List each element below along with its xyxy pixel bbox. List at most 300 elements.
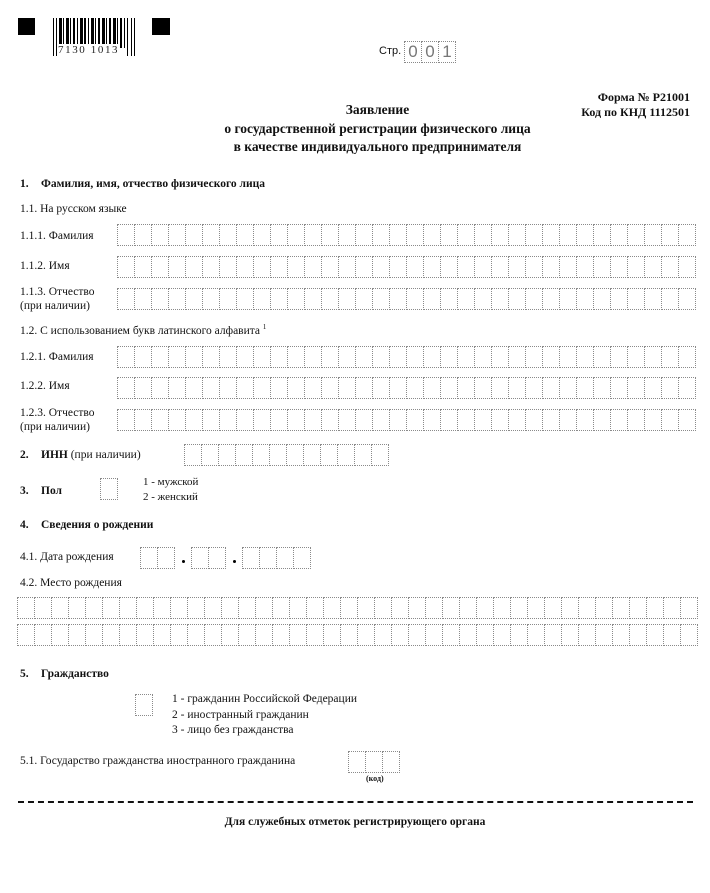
char-cell[interactable] xyxy=(304,224,322,246)
char-cell[interactable] xyxy=(338,224,356,246)
char-cell[interactable] xyxy=(610,224,628,246)
char-cell[interactable] xyxy=(459,624,477,646)
char-cell[interactable] xyxy=(374,597,392,619)
char-cell[interactable] xyxy=(527,597,545,619)
char-cell[interactable] xyxy=(593,288,611,310)
char-cell[interactable] xyxy=(644,409,662,431)
char-cell[interactable] xyxy=(525,346,543,368)
char-cell[interactable] xyxy=(508,224,526,246)
char-cell[interactable] xyxy=(372,224,390,246)
char-cell[interactable] xyxy=(678,346,696,368)
char-cell[interactable] xyxy=(508,288,526,310)
char-cell[interactable] xyxy=(102,597,120,619)
char-cell[interactable] xyxy=(610,377,628,399)
char-cell[interactable] xyxy=(134,409,152,431)
char-cell[interactable] xyxy=(202,224,220,246)
char-cell[interactable] xyxy=(287,224,305,246)
char-cell[interactable] xyxy=(627,409,645,431)
char-cell[interactable] xyxy=(559,346,577,368)
char-cell[interactable] xyxy=(153,624,171,646)
char-cell[interactable] xyxy=(406,409,424,431)
char-cell[interactable] xyxy=(202,256,220,278)
char-cell[interactable] xyxy=(663,624,681,646)
char-cell[interactable] xyxy=(85,624,103,646)
char-cell[interactable] xyxy=(542,409,560,431)
char-cell[interactable] xyxy=(612,597,630,619)
char-cell[interactable] xyxy=(134,256,152,278)
char-cell[interactable] xyxy=(253,346,271,368)
char-cell[interactable] xyxy=(474,346,492,368)
char-cell[interactable] xyxy=(406,288,424,310)
char-cell[interactable] xyxy=(218,444,236,466)
char-cell[interactable] xyxy=(355,256,373,278)
char-cell[interactable] xyxy=(525,256,543,278)
char-cell[interactable] xyxy=(170,624,188,646)
char-cell[interactable] xyxy=(17,624,35,646)
char-cell[interactable] xyxy=(134,224,152,246)
char-cell[interactable] xyxy=(593,409,611,431)
char-cell[interactable] xyxy=(238,597,256,619)
char-cell[interactable] xyxy=(253,288,271,310)
char-cell[interactable] xyxy=(661,346,679,368)
char-cell[interactable] xyxy=(355,346,373,368)
char-cell[interactable] xyxy=(474,288,492,310)
char-cell[interactable] xyxy=(236,288,254,310)
char-cell[interactable] xyxy=(408,624,426,646)
char-cell[interactable] xyxy=(168,346,186,368)
char-cell[interactable] xyxy=(140,547,158,569)
char-cell[interactable] xyxy=(457,256,475,278)
char-cell[interactable] xyxy=(491,288,509,310)
char-cell[interactable] xyxy=(340,624,358,646)
char-cell[interactable] xyxy=(119,624,137,646)
char-cell[interactable] xyxy=(117,256,135,278)
char-cell[interactable] xyxy=(136,624,154,646)
char-cell[interactable] xyxy=(287,346,305,368)
char-cell[interactable] xyxy=(544,597,562,619)
char-cell[interactable] xyxy=(644,256,662,278)
char-cell[interactable] xyxy=(287,288,305,310)
char-cell[interactable] xyxy=(493,597,511,619)
char-cell[interactable] xyxy=(202,288,220,310)
char-cell[interactable] xyxy=(51,597,69,619)
char-cell[interactable] xyxy=(185,409,203,431)
char-cell[interactable] xyxy=(576,288,594,310)
char-cell[interactable] xyxy=(423,409,441,431)
char-cell[interactable] xyxy=(134,346,152,368)
char-cell[interactable] xyxy=(423,256,441,278)
char-cell[interactable] xyxy=(474,256,492,278)
char-cell[interactable] xyxy=(259,547,277,569)
char-cell[interactable] xyxy=(678,224,696,246)
char-cell[interactable] xyxy=(661,377,679,399)
char-cell[interactable] xyxy=(678,288,696,310)
char-cell[interactable] xyxy=(389,256,407,278)
char-cell[interactable] xyxy=(559,409,577,431)
char-cell[interactable] xyxy=(303,444,321,466)
char-cell[interactable] xyxy=(337,444,355,466)
char-cell[interactable] xyxy=(406,346,424,368)
char-cell[interactable] xyxy=(510,624,528,646)
char-cell[interactable] xyxy=(661,224,679,246)
char-cell[interactable] xyxy=(185,224,203,246)
char-cell[interactable] xyxy=(151,288,169,310)
char-cell[interactable] xyxy=(135,694,153,716)
char-cell[interactable] xyxy=(168,224,186,246)
char-cell[interactable] xyxy=(136,597,154,619)
char-cell[interactable] xyxy=(595,597,613,619)
char-cell[interactable] xyxy=(425,597,443,619)
char-cell[interactable] xyxy=(644,346,662,368)
char-cell[interactable] xyxy=(151,377,169,399)
char-cell[interactable] xyxy=(371,444,389,466)
char-cell[interactable] xyxy=(508,409,526,431)
char-cell[interactable] xyxy=(372,288,390,310)
char-cell[interactable] xyxy=(457,409,475,431)
char-cell[interactable] xyxy=(306,624,324,646)
char-cell[interactable] xyxy=(678,256,696,278)
char-cell[interactable] xyxy=(338,409,356,431)
char-cell[interactable] xyxy=(542,346,560,368)
char-cell[interactable] xyxy=(354,444,372,466)
char-cell[interactable] xyxy=(236,377,254,399)
char-cell[interactable] xyxy=(221,624,239,646)
char-cell[interactable] xyxy=(457,377,475,399)
char-cell[interactable] xyxy=(491,256,509,278)
char-cell[interactable] xyxy=(287,256,305,278)
char-cell[interactable] xyxy=(219,256,237,278)
char-cell[interactable] xyxy=(270,256,288,278)
char-cell[interactable] xyxy=(117,409,135,431)
char-cell[interactable] xyxy=(219,377,237,399)
char-cell[interactable] xyxy=(612,624,630,646)
char-cell[interactable] xyxy=(202,377,220,399)
char-cell[interactable] xyxy=(576,256,594,278)
char-cell[interactable] xyxy=(321,346,339,368)
char-cell[interactable] xyxy=(627,377,645,399)
char-cell[interactable] xyxy=(270,224,288,246)
char-cell[interactable] xyxy=(17,597,35,619)
char-cell[interactable] xyxy=(440,346,458,368)
char-cell[interactable] xyxy=(323,624,341,646)
char-cell[interactable] xyxy=(440,409,458,431)
char-cell[interactable] xyxy=(661,288,679,310)
char-cell[interactable] xyxy=(559,377,577,399)
char-cell[interactable] xyxy=(219,409,237,431)
char-cell[interactable] xyxy=(406,377,424,399)
char-cell[interactable] xyxy=(68,597,86,619)
char-cell[interactable] xyxy=(153,597,171,619)
foreign-state-code-field[interactable] xyxy=(349,751,400,773)
char-cell[interactable] xyxy=(355,224,373,246)
char-cell[interactable] xyxy=(510,597,528,619)
char-cell[interactable] xyxy=(442,624,460,646)
char-cell[interactable] xyxy=(372,256,390,278)
char-cell[interactable] xyxy=(576,224,594,246)
char-cell[interactable] xyxy=(661,256,679,278)
char-cell[interactable] xyxy=(576,346,594,368)
char-cell[interactable] xyxy=(304,288,322,310)
char-cell[interactable] xyxy=(646,597,664,619)
char-cell[interactable] xyxy=(304,409,322,431)
char-cell[interactable] xyxy=(272,597,290,619)
char-cell[interactable] xyxy=(151,409,169,431)
char-cell[interactable] xyxy=(595,624,613,646)
char-cell[interactable] xyxy=(340,597,358,619)
char-cell[interactable] xyxy=(357,624,375,646)
char-cell[interactable] xyxy=(474,377,492,399)
char-cell[interactable] xyxy=(219,288,237,310)
char-cell[interactable] xyxy=(372,346,390,368)
char-cell[interactable] xyxy=(593,256,611,278)
char-cell[interactable] xyxy=(491,409,509,431)
char-cell[interactable] xyxy=(51,624,69,646)
char-cell[interactable] xyxy=(559,256,577,278)
char-cell[interactable] xyxy=(542,377,560,399)
char-cell[interactable] xyxy=(338,288,356,310)
birth-place-field-line2[interactable] xyxy=(18,624,698,646)
char-cell[interactable] xyxy=(391,597,409,619)
char-cell[interactable] xyxy=(525,377,543,399)
char-cell[interactable] xyxy=(187,597,205,619)
char-cell[interactable] xyxy=(578,597,596,619)
name-lat-field[interactable] xyxy=(118,377,696,399)
char-cell[interactable] xyxy=(242,547,260,569)
char-cell[interactable] xyxy=(202,346,220,368)
char-cell[interactable] xyxy=(678,409,696,431)
char-cell[interactable] xyxy=(661,409,679,431)
char-cell[interactable] xyxy=(355,377,373,399)
char-cell[interactable] xyxy=(338,346,356,368)
char-cell[interactable] xyxy=(253,377,271,399)
char-cell[interactable] xyxy=(644,224,662,246)
char-cell[interactable] xyxy=(544,624,562,646)
char-cell[interactable] xyxy=(85,597,103,619)
char-cell[interactable] xyxy=(235,444,253,466)
char-cell[interactable] xyxy=(627,224,645,246)
char-cell[interactable] xyxy=(593,346,611,368)
char-cell[interactable] xyxy=(253,256,271,278)
birth-day-field[interactable] xyxy=(141,547,175,569)
char-cell[interactable] xyxy=(610,288,628,310)
char-cell[interactable] xyxy=(508,377,526,399)
char-cell[interactable] xyxy=(459,597,477,619)
char-cell[interactable] xyxy=(255,624,273,646)
char-cell[interactable] xyxy=(255,597,273,619)
char-cell[interactable] xyxy=(593,224,611,246)
char-cell[interactable] xyxy=(185,346,203,368)
char-cell[interactable] xyxy=(134,377,152,399)
char-cell[interactable] xyxy=(646,624,664,646)
char-cell[interactable] xyxy=(253,409,271,431)
char-cell[interactable] xyxy=(423,288,441,310)
char-cell[interactable] xyxy=(168,288,186,310)
char-cell[interactable] xyxy=(293,547,311,569)
char-cell[interactable] xyxy=(627,288,645,310)
char-cell[interactable] xyxy=(187,624,205,646)
char-cell[interactable] xyxy=(184,444,202,466)
char-cell[interactable] xyxy=(306,597,324,619)
char-cell[interactable] xyxy=(391,624,409,646)
char-cell[interactable] xyxy=(321,409,339,431)
patronymic-ru-field[interactable] xyxy=(118,288,696,310)
char-cell[interactable] xyxy=(321,224,339,246)
char-cell[interactable] xyxy=(320,444,338,466)
char-cell[interactable] xyxy=(355,409,373,431)
char-cell[interactable] xyxy=(576,409,594,431)
birth-year-field[interactable] xyxy=(243,547,311,569)
char-cell[interactable] xyxy=(168,377,186,399)
surname-lat-field[interactable] xyxy=(118,346,696,368)
char-cell[interactable] xyxy=(406,256,424,278)
char-cell[interactable] xyxy=(238,624,256,646)
char-cell[interactable] xyxy=(323,597,341,619)
char-cell[interactable] xyxy=(576,377,594,399)
char-cell[interactable] xyxy=(457,224,475,246)
char-cell[interactable] xyxy=(440,224,458,246)
char-cell[interactable] xyxy=(151,256,169,278)
char-cell[interactable] xyxy=(289,597,307,619)
char-cell[interactable] xyxy=(610,256,628,278)
char-cell[interactable] xyxy=(644,377,662,399)
char-cell[interactable] xyxy=(425,624,443,646)
char-cell[interactable] xyxy=(185,377,203,399)
char-cell[interactable] xyxy=(289,624,307,646)
char-cell[interactable] xyxy=(374,624,392,646)
char-cell[interactable] xyxy=(117,377,135,399)
char-cell[interactable] xyxy=(627,256,645,278)
char-cell[interactable] xyxy=(408,597,426,619)
char-cell[interactable] xyxy=(168,409,186,431)
char-cell[interactable] xyxy=(389,409,407,431)
char-cell[interactable] xyxy=(442,597,460,619)
char-cell[interactable] xyxy=(272,624,290,646)
char-cell[interactable] xyxy=(236,256,254,278)
char-cell[interactable] xyxy=(338,377,356,399)
gender-field[interactable] xyxy=(101,478,118,500)
char-cell[interactable] xyxy=(304,377,322,399)
char-cell[interactable] xyxy=(559,224,577,246)
char-cell[interactable] xyxy=(102,624,120,646)
char-cell[interactable] xyxy=(491,346,509,368)
char-cell[interactable] xyxy=(221,597,239,619)
birth-month-field[interactable] xyxy=(192,547,226,569)
char-cell[interactable] xyxy=(117,224,135,246)
char-cell[interactable] xyxy=(629,624,647,646)
char-cell[interactable] xyxy=(491,224,509,246)
char-cell[interactable] xyxy=(236,224,254,246)
char-cell[interactable] xyxy=(134,288,152,310)
birth-place-field-line1[interactable] xyxy=(18,597,698,619)
char-cell[interactable] xyxy=(389,224,407,246)
surname-ru-field[interactable] xyxy=(118,224,696,246)
char-cell[interactable] xyxy=(185,288,203,310)
page-number-field[interactable] xyxy=(405,41,456,63)
char-cell[interactable] xyxy=(151,224,169,246)
char-cell[interactable] xyxy=(372,377,390,399)
char-cell[interactable] xyxy=(423,224,441,246)
char-cell[interactable] xyxy=(304,346,322,368)
char-cell[interactable] xyxy=(117,288,135,310)
char-cell[interactable] xyxy=(474,224,492,246)
char-cell[interactable] xyxy=(663,597,681,619)
char-cell[interactable] xyxy=(119,597,137,619)
char-cell[interactable] xyxy=(644,288,662,310)
name-ru-field[interactable] xyxy=(118,256,696,278)
char-cell[interactable] xyxy=(185,256,203,278)
char-cell[interactable] xyxy=(151,346,169,368)
char-cell[interactable] xyxy=(389,346,407,368)
char-cell[interactable] xyxy=(476,624,494,646)
char-cell[interactable] xyxy=(527,624,545,646)
char-cell[interactable] xyxy=(204,597,222,619)
char-cell[interactable] xyxy=(578,624,596,646)
char-cell[interactable] xyxy=(542,288,560,310)
char-cell[interactable] xyxy=(270,409,288,431)
char-cell[interactable] xyxy=(270,346,288,368)
char-cell[interactable] xyxy=(219,346,237,368)
char-cell[interactable] xyxy=(423,377,441,399)
char-cell[interactable] xyxy=(627,346,645,368)
char-cell[interactable] xyxy=(68,624,86,646)
char-cell[interactable] xyxy=(270,288,288,310)
char-cell[interactable] xyxy=(321,288,339,310)
char-cell[interactable] xyxy=(321,377,339,399)
char-cell[interactable] xyxy=(593,377,611,399)
char-cell[interactable] xyxy=(508,346,526,368)
char-cell[interactable] xyxy=(191,547,209,569)
char-cell[interactable] xyxy=(680,624,698,646)
char-cell[interactable] xyxy=(389,288,407,310)
char-cell[interactable] xyxy=(493,624,511,646)
char-cell[interactable] xyxy=(357,597,375,619)
char-cell[interactable] xyxy=(208,547,226,569)
char-cell[interactable] xyxy=(100,478,118,500)
char-cell[interactable] xyxy=(321,256,339,278)
char-cell[interactable] xyxy=(561,624,579,646)
char-cell[interactable] xyxy=(269,444,287,466)
char-cell[interactable] xyxy=(491,377,509,399)
char-cell[interactable] xyxy=(201,444,219,466)
char-cell[interactable] xyxy=(168,256,186,278)
char-cell[interactable] xyxy=(286,444,304,466)
char-cell[interactable] xyxy=(204,624,222,646)
char-cell[interactable] xyxy=(338,256,356,278)
char-cell[interactable] xyxy=(157,547,175,569)
char-cell[interactable] xyxy=(457,346,475,368)
patronymic-lat-field[interactable] xyxy=(118,409,696,431)
char-cell[interactable] xyxy=(474,409,492,431)
char-cell[interactable] xyxy=(678,377,696,399)
char-cell[interactable] xyxy=(287,377,305,399)
char-cell[interactable] xyxy=(525,288,543,310)
char-cell[interactable] xyxy=(355,288,373,310)
char-cell[interactable] xyxy=(610,409,628,431)
char-cell[interactable] xyxy=(202,409,220,431)
char-cell[interactable] xyxy=(34,597,52,619)
char-cell[interactable] xyxy=(287,409,305,431)
inn-field[interactable] xyxy=(185,444,389,466)
char-cell[interactable] xyxy=(270,377,288,399)
char-cell[interactable] xyxy=(542,256,560,278)
char-cell[interactable] xyxy=(610,346,628,368)
char-cell[interactable] xyxy=(440,288,458,310)
char-cell[interactable] xyxy=(423,346,441,368)
char-cell[interactable] xyxy=(561,597,579,619)
char-cell[interactable] xyxy=(559,288,577,310)
char-cell[interactable] xyxy=(476,597,494,619)
char-cell[interactable] xyxy=(34,624,52,646)
